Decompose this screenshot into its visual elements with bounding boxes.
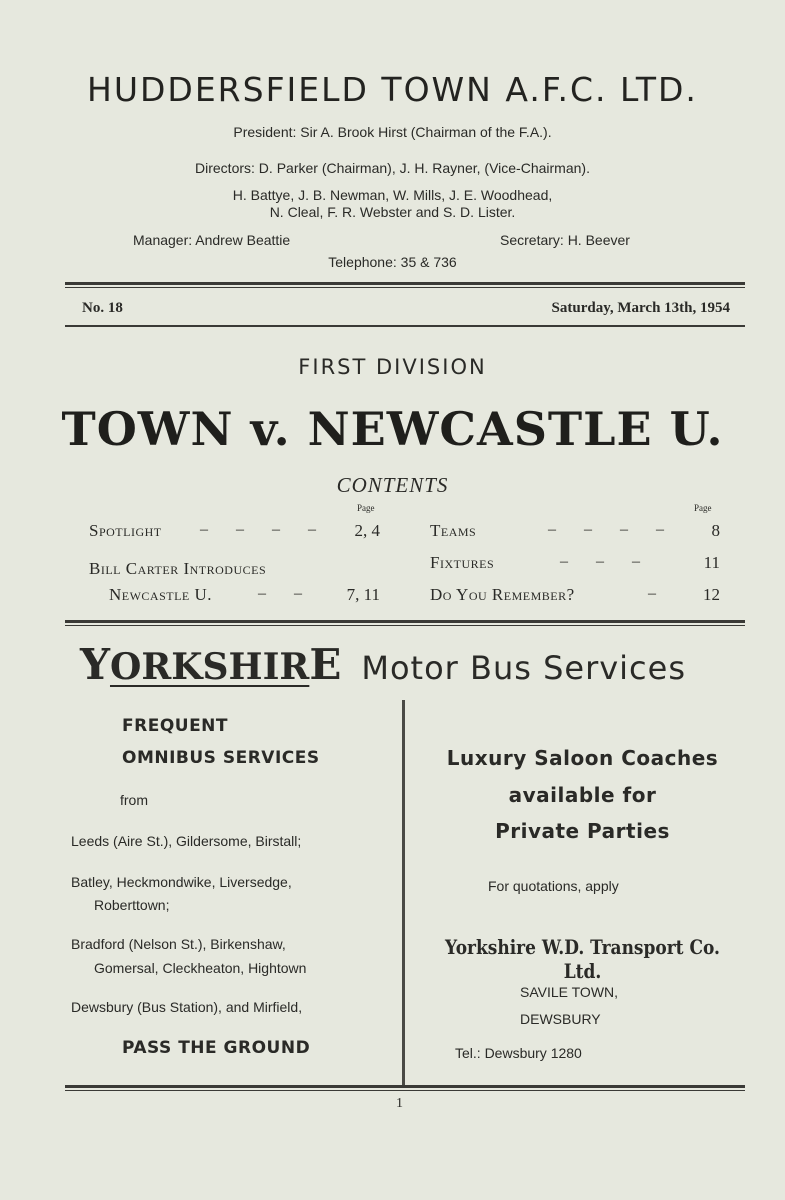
advert-footer: PASS THE GROUND [122, 1038, 311, 1058]
telephone-line: Telephone: 35 & 736 [328, 254, 457, 270]
issue-date: Saturday, March 13th, 1954 [551, 300, 730, 316]
divider [65, 325, 745, 327]
brand-subtitle: Motor Bus Services [361, 649, 686, 687]
advert-heading: OMNIBUS SERVICES [122, 748, 320, 768]
match-title: TOWN v. NEWCASTLE U. [61, 402, 724, 456]
route-text: Leeds (Aire St.), Gildersome, Birstall; [71, 833, 302, 849]
secretary-line: Secretary: H. Beever [500, 232, 630, 248]
club-title: HUDDERSFIELD TOWN A.F.C. LTD. [87, 70, 698, 109]
advert-text: from [120, 792, 148, 808]
contents-page: 12 [703, 585, 720, 604]
directors-line-2: H. Battye, J. B. Newman, W. Mills, J. E. Woodhead, [232, 187, 553, 203]
advert-text: For quotations, apply [488, 878, 619, 894]
company-name: Yorkshire W.D. Transport Co. Ltd. [445, 935, 720, 983]
president-line: President: Sir A. Brook Hirst (Chairman of the F.A.). [233, 124, 552, 140]
brand-middle: ORKSHIR [109, 646, 310, 688]
leader-dashes: – – [258, 585, 314, 602]
advert-line: Luxury Saloon Coaches [446, 746, 719, 770]
divider [65, 620, 745, 623]
page-number: 1 [396, 1096, 403, 1111]
manager-line: Manager: Andrew Beattie [133, 232, 291, 248]
contents-item: Spotlight [89, 521, 162, 540]
page-column-header: Page [694, 503, 712, 513]
leader-dashes: – – – – [200, 521, 328, 538]
column-divider [402, 700, 405, 1085]
divider [65, 625, 745, 626]
route-text: Gomersal, Cleckheaton, Hightown [94, 960, 307, 976]
contents-item: Bill Carter Introduces [89, 559, 267, 578]
route-text: Roberttown; [94, 897, 170, 913]
contents-page: 2, 4 [354, 521, 380, 540]
division-label: FIRST DIVISION [298, 355, 487, 379]
advert-title [80, 640, 686, 689]
divider [65, 1085, 745, 1088]
brand-initial: Y [80, 640, 110, 689]
route-text: Bradford (Nelson St.), Birkenshaw, [71, 936, 286, 952]
contents-page: 11 [703, 553, 720, 572]
route-text: Dewsbury (Bus Station), and Mirfield, [71, 999, 303, 1015]
contents-item: Fixtures [430, 553, 495, 572]
divider [65, 287, 745, 288]
contents-item: Do You Remember? [430, 585, 575, 604]
issue-number: No. 18 [82, 300, 123, 316]
contents-item: Teams [430, 521, 477, 540]
telephone-text: Tel.: Dewsbury 1280 [455, 1045, 582, 1061]
advert-line: available for [508, 783, 657, 807]
directors-line-1: Directors: D. Parker (Chairman), J. H. Rayner, (Vice-Chairman). [195, 160, 590, 176]
divider [65, 1090, 745, 1091]
page-column-header: Page [357, 503, 375, 513]
address-line: SAVILE TOWN, [520, 984, 619, 1000]
directors-line-3: N. Cleal, F. R. Webster and S. D. Lister. [269, 204, 516, 220]
route-text: Batley, Heckmondwike, Liversedge, [71, 874, 292, 890]
advert-line: Private Parties [495, 819, 670, 843]
contents-page: 8 [711, 521, 720, 540]
contents-item: Newcastle U. [109, 585, 213, 604]
contents-page: 7, 11 [346, 585, 380, 604]
address-line: DEWSBURY [520, 1011, 601, 1027]
leader-dashes: – – – [560, 553, 652, 570]
contents-heading: CONTENTS [336, 473, 449, 497]
advert-heading: FREQUENT [122, 716, 229, 736]
brand-final: E [309, 640, 342, 689]
divider [65, 282, 745, 285]
leader-dashes: – [648, 585, 668, 602]
leader-dashes: – – – – [548, 521, 676, 538]
